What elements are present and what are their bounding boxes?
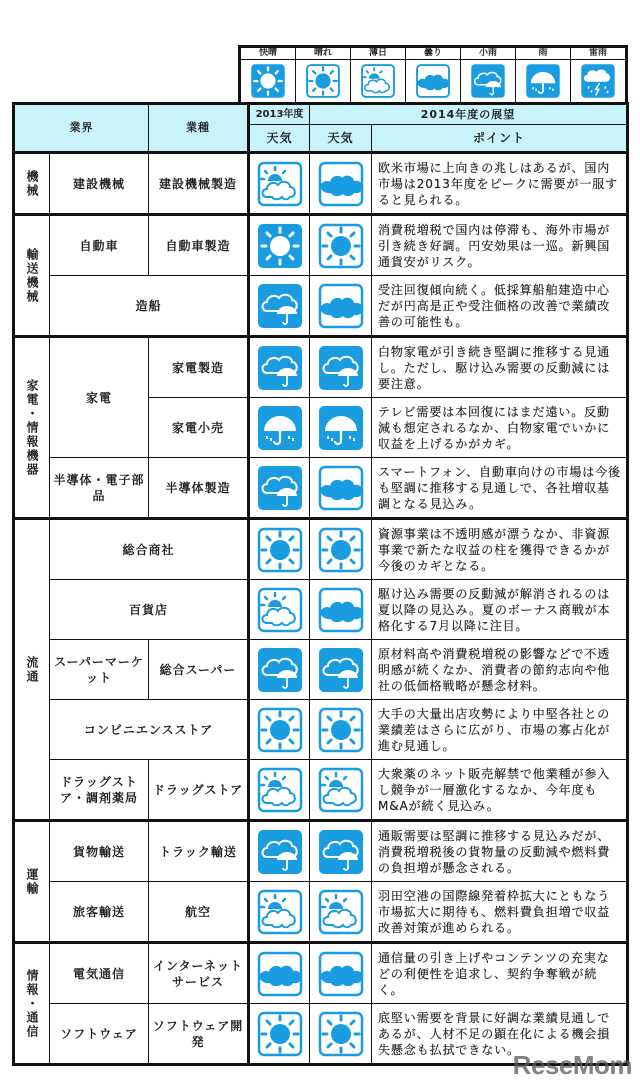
sector-name: 航空 <box>149 882 249 943</box>
table-row <box>14 700 628 760</box>
weather-legend <box>238 45 628 105</box>
legend-icon-cell <box>461 60 516 104</box>
sector-name: 建設機械製造 <box>149 153 249 215</box>
table-row <box>14 458 628 519</box>
industry-name: スーパーマーケット <box>50 640 149 700</box>
weather-2014-cell <box>310 580 372 640</box>
table-row <box>14 215 628 276</box>
legend-icon-cell <box>296 60 351 104</box>
kumori-weather-icon <box>316 949 366 999</box>
kumori-weather-icon <box>316 281 366 331</box>
kosame-weather-icon <box>316 827 366 877</box>
weather-2013-cell <box>249 943 310 1004</box>
industry-name: 旅客輸送 <box>50 882 149 943</box>
table-row <box>14 882 628 943</box>
sector-name: 総合スーパー <box>149 640 249 700</box>
legend-label: 雨 <box>516 47 571 60</box>
hare-weather-icon <box>255 1009 305 1059</box>
legend-icon-cell <box>240 60 296 104</box>
sector-name: ドラッグストア <box>149 760 249 821</box>
kumori-weather-icon <box>255 949 305 999</box>
group-label: 流通 <box>14 519 50 821</box>
legend-label: 快晴 <box>240 47 296 60</box>
kosame-weather-icon <box>255 645 305 695</box>
table-row <box>14 519 628 580</box>
outlook-point-text: 羽田空港の国際線発着枠拡大にともなう市場拡大に期待も、燃料費負担増で収益改善対策が進められる。 <box>372 882 628 943</box>
ame-weather-icon <box>316 403 366 453</box>
group-label: 輸送機械 <box>14 215 50 337</box>
usubi-weather-icon <box>255 887 305 937</box>
kumori-weather-icon <box>316 463 366 513</box>
weather-2013-cell <box>249 215 310 276</box>
weather-2013-cell <box>249 458 310 519</box>
sector-name: インターネットサービス <box>149 943 249 1004</box>
sector-name: 自動車製造 <box>149 215 249 276</box>
raiu-weather-icon <box>579 62 617 100</box>
outlook-point-text: スマートフォン、自動車向けの市場は今後も堅調に推移する見通しで、各社増収基調となる見込み。 <box>372 458 628 519</box>
group-label: 家電・情報機器 <box>14 337 50 519</box>
industry-name: 総合商社 <box>50 519 249 580</box>
sector-name: 家電製造 <box>149 337 249 398</box>
kosame-weather-icon <box>316 343 366 393</box>
resemom-watermark-logo: ReseMom <box>512 1050 632 1080</box>
weather-2014-cell <box>310 337 372 398</box>
table-row <box>14 943 628 1004</box>
ame-weather-icon <box>524 62 562 100</box>
kosame-weather-icon <box>255 463 305 513</box>
industry-name: 家電 <box>50 337 149 458</box>
group-label: 機械 <box>14 153 50 215</box>
weather-2014-cell <box>310 821 372 882</box>
sector-name: トラック輸送 <box>149 821 249 882</box>
kaisei-weather-icon <box>249 62 287 100</box>
kumori-weather-icon <box>316 585 366 635</box>
outlook-point-text: 大衆薬のネット販売解禁で他業種が参入し競争が一層激化するなか、今年度もM&Aが続く見込み。 <box>372 760 628 821</box>
outlook-point-text: 白物家電が引き続き堅調に推移する見通し。ただし、駆け込み需要の反動減には要注意。 <box>372 337 628 398</box>
table-row <box>14 276 628 337</box>
sector-name: ソフトウェア開発 <box>149 1004 249 1065</box>
weather-2014-cell <box>310 640 372 700</box>
weather-2014-cell <box>310 519 372 580</box>
outlook-point-text: 欧米市場に上向きの兆しはあるが、国内市場は2013年度をピークに需要が一服すると見られる。 <box>372 153 628 215</box>
outlook-point-text: 受注回復傾向続く。低採算船舶建造中心だが円高是正や受注価格の改善で業績改善の可能性も。 <box>372 276 628 337</box>
weather-2013-cell <box>249 337 310 398</box>
industry-name: 百貨店 <box>50 580 249 640</box>
sector-name: 半導体製造 <box>149 458 249 519</box>
outlook-point-text: 消費税増税で国内は停滞も、海外市場が引き続き好調。円安効果は一巡。新興国通貨安がリスク。 <box>372 215 628 276</box>
table-row <box>14 640 628 700</box>
usubi-weather-icon <box>316 765 366 815</box>
weather-2013-cell <box>249 821 310 882</box>
group-label: 運輸 <box>14 821 50 943</box>
industry-name: 電気通信 <box>50 943 149 1004</box>
weather-2013-cell <box>249 760 310 821</box>
usubi-weather-icon <box>255 159 305 209</box>
industry-name: 半導体・電子部品 <box>50 458 149 519</box>
industry-name: ソフトウェア <box>50 1004 149 1065</box>
weather-2014-cell <box>310 943 372 1004</box>
industry-name: 貨物輸送 <box>50 821 149 882</box>
legend-label: 薄日 <box>351 47 406 60</box>
weather-2014-cell <box>310 153 372 215</box>
kosame-weather-icon <box>469 62 507 100</box>
legend-label: 雷雨 <box>571 47 627 60</box>
hare-weather-icon <box>316 525 366 575</box>
weather-2013-cell <box>249 519 310 580</box>
header-point: ポイント <box>372 125 628 153</box>
weather-2013-cell <box>249 580 310 640</box>
table-row <box>14 760 628 821</box>
header-weather-2013: 天気 <box>249 125 310 153</box>
group-label: 情報・通信 <box>14 943 50 1065</box>
header-weather-2014: 天気 <box>310 125 372 153</box>
table-row <box>14 821 628 882</box>
legend-icon-cell <box>571 60 627 104</box>
hare-weather-icon <box>304 62 342 100</box>
kosame-weather-icon <box>255 827 305 877</box>
outlook-point-text: 原材料高や消費税増税の影響などで不透明感が続くなか、消費者の節約志向や他社の低価格戦略が懸念材料。 <box>372 640 628 700</box>
legend-icon-cell <box>406 60 461 104</box>
legend-icon-cell <box>351 60 406 104</box>
outlook-point-text: 底堅い需要を背景に好調な業績見通しであるが、人材不足の顕在化による機会損失懸念も払拭できない。 <box>372 1004 628 1065</box>
weather-2014-cell <box>310 1004 372 1065</box>
hare-weather-icon <box>255 705 305 755</box>
outlook-point-text: 駆け込み需要の反動減が解消されるのは夏以降の見込み。夏のボーナス商戦が本格化する7月以降に注目。 <box>372 580 628 640</box>
legend-icon-cell <box>516 60 571 104</box>
weather-2013-cell <box>249 640 310 700</box>
industry-name: 自動車 <box>50 215 149 276</box>
table-row <box>14 580 628 640</box>
header-2014-outlook: 2014年度の展望 <box>310 104 628 125</box>
kumori-weather-icon <box>316 159 366 209</box>
usubi-weather-icon <box>316 887 366 937</box>
ame-weather-icon <box>255 403 305 453</box>
kaisei-weather-icon <box>255 221 305 271</box>
table-row <box>14 337 628 398</box>
weather-2013-cell <box>249 276 310 337</box>
weather-2014-cell <box>310 760 372 821</box>
kosame-weather-icon <box>255 281 305 331</box>
outlook-point-text: 資源事業は不透明感が漂うなか、非資源事業で新たな収益の柱を獲得できるかが今後のカギとなる。 <box>372 519 628 580</box>
industry-name: 造船 <box>50 276 249 337</box>
industry-name: コンビニエンスストア <box>50 700 249 760</box>
header-sector: 業種 <box>149 104 249 153</box>
hare-weather-icon <box>316 705 366 755</box>
weather-2013-cell <box>249 398 310 458</box>
usubi-weather-icon <box>359 62 397 100</box>
outlook-point-text: 通信量の引き上げやコンテンツの充実などの利便性を追求し、契約争奪戦が続く。 <box>372 943 628 1004</box>
kosame-weather-icon <box>255 343 305 393</box>
hare-weather-icon <box>255 525 305 575</box>
hare-weather-icon <box>316 221 366 271</box>
sector-name: 家電小売 <box>149 398 249 458</box>
weather-2013-cell <box>249 153 310 215</box>
usubi-weather-icon <box>255 765 305 815</box>
legend-label: 曇り <box>406 47 461 60</box>
industry-outlook-table <box>12 102 629 1066</box>
legend-label: 晴れ <box>296 47 351 60</box>
weather-2014-cell <box>310 398 372 458</box>
kosame-weather-icon <box>316 645 366 695</box>
kumori-weather-icon <box>414 62 452 100</box>
outlook-point-text: 大手の大量出店攻勢により中堅各社との業績差はさらに広がり、市場の寡占化が進む見通し。 <box>372 700 628 760</box>
weather-2013-cell <box>249 882 310 943</box>
industry-name: 建設機械 <box>50 153 149 215</box>
header-2013: 2013年度 <box>249 104 310 125</box>
weather-2014-cell <box>310 700 372 760</box>
weather-2014-cell <box>310 882 372 943</box>
header-industry: 業界 <box>14 104 149 153</box>
outlook-point-text: テレビ需要は本回復にはまだ遠い。反動減も想定されるなか、白物家電でいかに収益を上げるかがカギ。 <box>372 398 628 458</box>
hare-weather-icon <box>316 1009 366 1059</box>
industry-name: ドラッグストア・調剤薬局 <box>50 760 149 821</box>
usubi-weather-icon <box>255 585 305 635</box>
weather-2014-cell <box>310 215 372 276</box>
weather-2013-cell <box>249 700 310 760</box>
weather-2014-cell <box>310 458 372 519</box>
table-row <box>14 153 628 215</box>
weather-2014-cell <box>310 276 372 337</box>
weather-2013-cell <box>249 1004 310 1065</box>
outlook-point-text: 通販需要は堅調に推移する見込みだが、消費税増税後の貨物量の反動減や燃料費の負担増が懸念される。 <box>372 821 628 882</box>
legend-label: 小雨 <box>461 47 516 60</box>
